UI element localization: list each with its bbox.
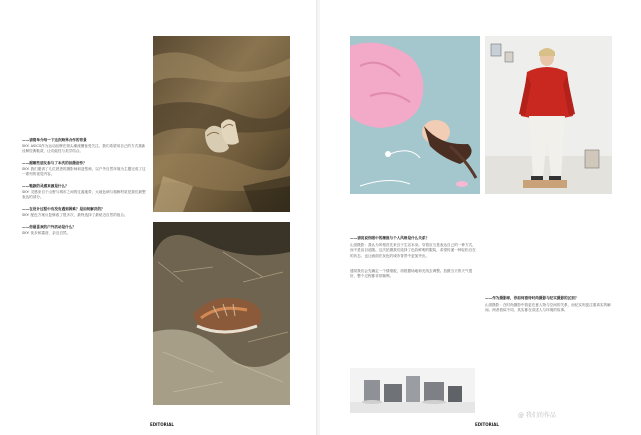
answer-text: SKY: 配色方案反复修改了很多次，最终选择了最贴近自然的组合。 — [22, 213, 128, 217]
answer-text: 山顶摄影：我认为风格首先来自于生活本身。穿着应当是表达自己的一种方式，而不是盲目追随。这次拍摄我们选择了色彩鲜明的服装，希望传递一种轻松自在的状态，也让画面在灰色的城市背景中更加突出。 — [350, 243, 476, 258]
photo-grey-shoes — [350, 368, 475, 413]
qa-column — [22, 138, 146, 243]
answer-text: SKY: 灵感来自于山野与城市之间的过渡地带，大地色调与粗粝材质是我们最想表达的部分。 — [22, 190, 146, 199]
question-text: ——作为摄影师，你如何看待时尚摄影与纪实摄影的区别？ — [485, 296, 579, 300]
question-text: ——跟哪些朋友参与了本次的拍摄创作？ — [22, 161, 87, 165]
answer-text: SKY: 徒步和露营，亲近自然。 — [22, 231, 71, 235]
photo-man-red-jacket-image — [485, 36, 612, 194]
answer-text: 山顶摄影：在时尚摄影中我更在意人物与空间的关系，而纪实则更注重真实的瞬间。两者看似不同，其实都在讲述人与环境的故事。 — [485, 303, 611, 313]
photo-sneakers-on-rocks — [153, 36, 290, 212]
photo-woman-pink-outfit — [350, 36, 480, 194]
answer-text: SKY: ASICS作为运动品牌在街头潮流圈备受关注，我们希望用自己的方式重新诠释经典鞋款，让功能性与美学结合。 — [22, 144, 146, 153]
photo-sneaker-on-grass — [153, 222, 290, 405]
qa-block — [22, 138, 146, 154]
question-text: ——请简单介绍一下这次跨界合作的背景 — [22, 138, 87, 142]
right-page-folio: EDITORIAL — [475, 422, 499, 427]
answer-text: SKY: 我们邀请了几位熟悉的摄影师和造型师，以户外自然环境为主题完成了这一系列的视觉内容。 — [22, 167, 146, 176]
right-body-column-2 — [485, 296, 612, 314]
photo-grey-shoes-image — [350, 368, 475, 413]
question-text: ——请说说你眼中的潮流与个人风格是什么关系？ — [350, 236, 430, 240]
photo-man-red-jacket — [485, 36, 612, 194]
photo-sneakers-on-rocks-image — [153, 36, 290, 212]
question-text: ——在设计过程中有没有遇到困难？是如何解决的？ — [22, 207, 105, 211]
photo-sneaker-on-grass-image — [153, 222, 290, 405]
qa-block — [22, 207, 146, 218]
question-text: ——你最喜欢的户外活动是什么？ — [22, 225, 76, 229]
right-body-column-1 — [350, 236, 477, 279]
left-page-folio: EDITORIAL — [150, 422, 174, 427]
photo-woman-pink-outfit-image — [350, 36, 480, 194]
watermark-text: @ 我们的作品 — [518, 412, 556, 419]
question-text: ——鞋款的灵感来源是什么？ — [22, 184, 69, 188]
right-page — [320, 0, 641, 435]
answer-text: 通常我们会先确定一个情绪板，再根据场地和光线去调整。拍摄当天的天气很好，整个过程都非常顺利。 — [350, 268, 473, 279]
qa-block — [22, 225, 146, 236]
qa-block — [22, 184, 146, 200]
left-page — [0, 0, 318, 435]
qa-block — [22, 161, 146, 177]
